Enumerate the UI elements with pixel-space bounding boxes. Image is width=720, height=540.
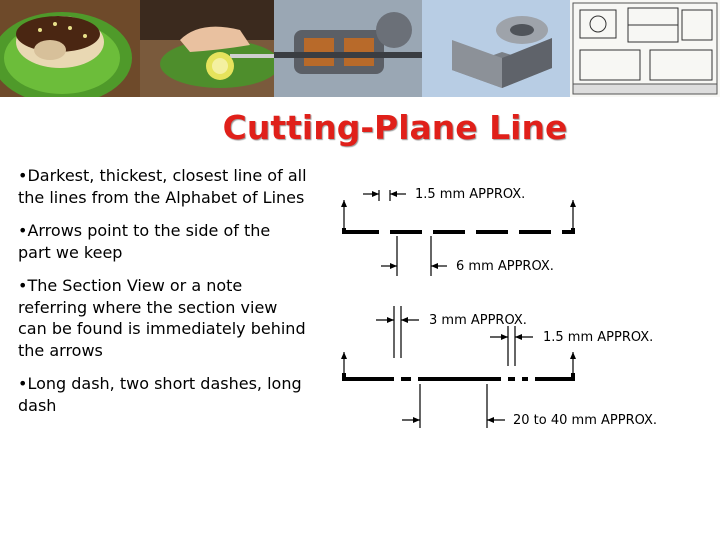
dimension-label: 20 to 40 mm APPROX. [513, 413, 658, 428]
dimension-label: 1.5 mm APPROX. [543, 330, 654, 345]
bullet-item: •Long dash, two short dashes, long dash [18, 374, 302, 415]
knife-cutting-photo [140, 0, 274, 97]
donut-photo [0, 0, 140, 97]
bullet-item: •The Section View or a note referring where the section view can be found is immediately behind the arrows [18, 276, 306, 360]
section-model-render [274, 0, 422, 97]
engineering-drawing [570, 0, 720, 97]
bullet-list [18, 165, 308, 428]
cutting-plane-diagram [335, 170, 710, 470]
dimension-label: 3 mm APPROX. [429, 313, 527, 328]
bullet-item: •Arrows point to the side of the part we keep [18, 221, 271, 262]
bullet-item: •Darkest, thickest, closest line of all the lines from the Alphabet of Lines [18, 166, 307, 207]
dimension-label: 1.5 mm APPROX. [415, 187, 526, 202]
slide-title: Cutting-Plane Line [222, 108, 568, 147]
banner-images [0, 0, 720, 97]
dimension-label: 6 mm APPROX. [456, 259, 554, 274]
cut-block-render [422, 0, 570, 97]
